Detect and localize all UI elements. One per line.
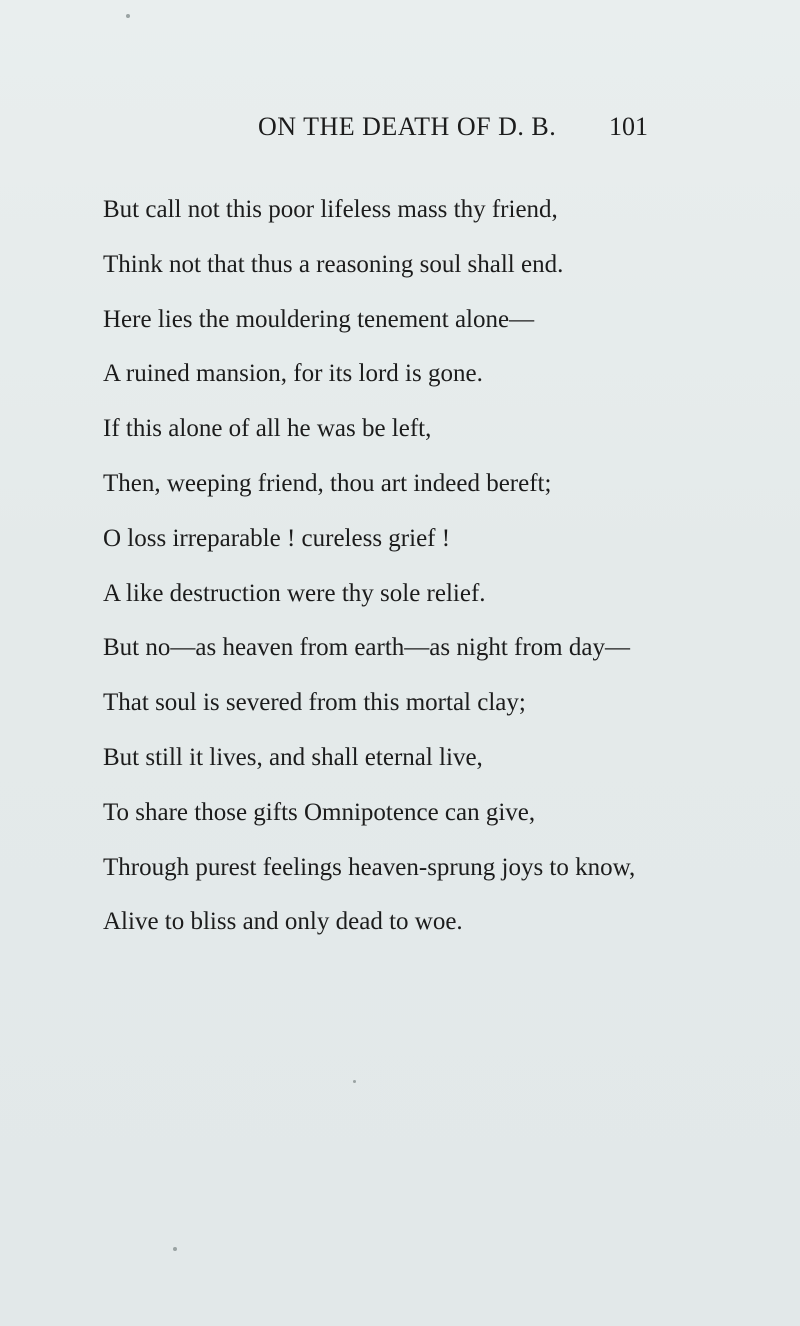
poem-line: Think not that thus a reasoning soul shall end. (103, 250, 564, 278)
poem-line: Then, weeping friend, thou art indeed bereft; (103, 469, 552, 497)
poem-line: Alive to bliss and only dead to woe. (103, 908, 463, 936)
poem-line: That soul is severed from this mortal clay; (103, 689, 526, 717)
page-header (0, 112, 800, 152)
poem-line: A like destruction were thy sole relief. (103, 579, 486, 607)
paper-speck (126, 14, 130, 18)
paper-speck (173, 1247, 177, 1251)
poem-line: But call not this poor lifeless mass thy friend, (103, 196, 558, 223)
running-title: ON THE DEATH OF D. B. (258, 112, 557, 141)
poem-line: Here lies the mouldering tenement alone— (103, 305, 535, 333)
poem-line: But still it lives, and shall eternal live, (103, 743, 483, 771)
poem-line: A ruined mansion, for its lord is gone. (103, 360, 483, 388)
poem-line: O loss irreparable ! cureless grief ! (103, 524, 451, 552)
poem (103, 183, 743, 950)
poem-line: To share those gifts Omnipotence can give, (103, 798, 536, 826)
poem-line: If this alone of all he was be left, (103, 415, 432, 443)
poem-line: Through purest feelings heaven-sprung joys to know, (103, 853, 636, 881)
poem-line: But no—as heaven from earth—as night from day— (103, 634, 630, 662)
paper-speck (353, 1080, 356, 1083)
page-number: 101 (609, 112, 648, 141)
